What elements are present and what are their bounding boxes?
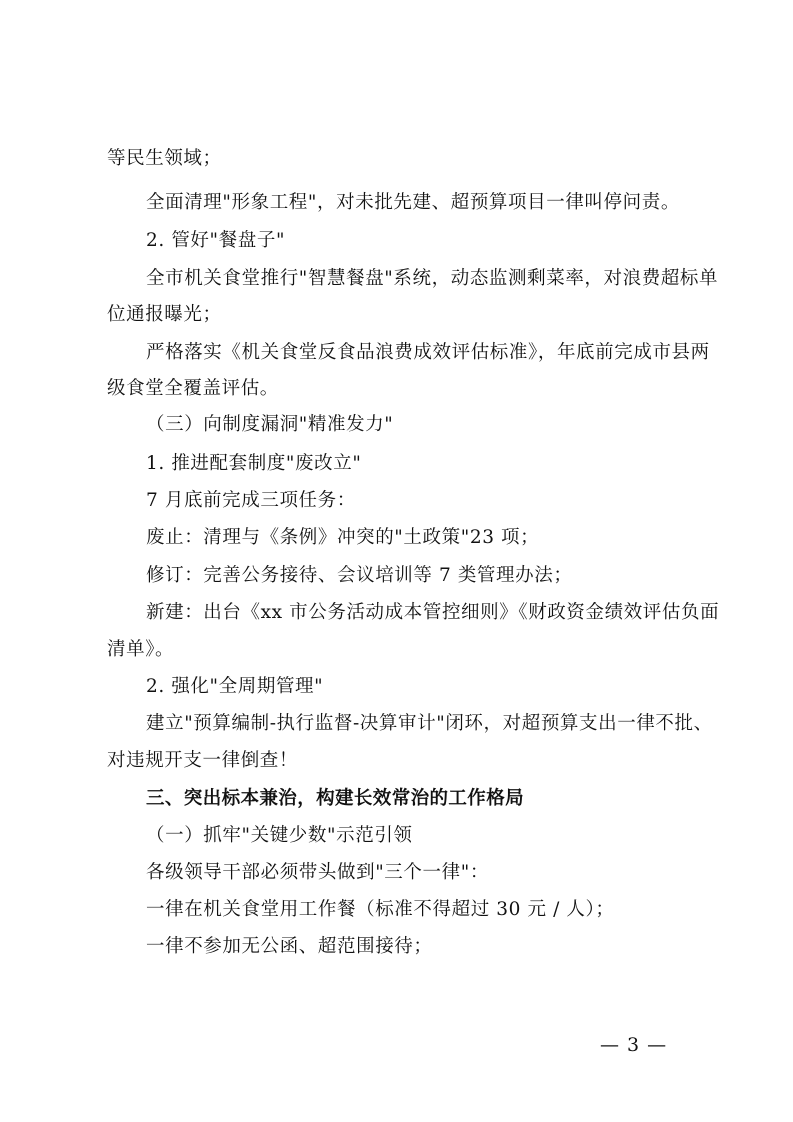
body-paragraph: 一律不参加无公函、超范围接待； [146,936,433,957]
body-paragraph: 新建：出台《xx 市公务活动成本管控细则》《财政资金绩效评估负面 [146,602,720,623]
body-paragraph: 建立"预算编制-执行监督-决算审计"闭环，对超预算支出一律不批、 [146,713,713,734]
body-paragraph: 全面清理"形象工程"，对未批先建、超预算项目一律叫停问责。 [146,192,680,213]
body-paragraph: 7 月底前完成三项任务： [146,490,356,511]
section-heading-one: （一）抓牢"关键少数"示范引领 [146,825,413,846]
page-number: — 3 — [600,1034,668,1056]
body-paragraph: 一律在机关食堂用工作餐（标准不得超过 30 元 / 人）； [146,899,615,920]
body-line-continuation: 对违规开支一律倒查！ [107,750,299,771]
body-line-continuation: 清单》。 [107,639,175,660]
chapter-heading: 三、突出标本兼治，构建长效常治的工作格局 [146,788,525,809]
body-paragraph: 修订：完善公务接待、会议培训等 7 类管理办法； [146,565,573,586]
section-heading-three: （三）向制度漏洞"精准发力" [146,414,394,435]
body-line-continuation: 等民生领域； [107,148,222,169]
subheading-numbered: 2. 管好"餐盘子" [146,230,286,251]
body-paragraph: 严格落实《机关食堂反食品浪费成效评估标准》，年底前完成市县两 [146,342,710,363]
body-paragraph: 全市机关食堂推行"智慧餐盘"系统，动态监测剩菜率，对浪费超标单 [146,268,719,289]
body-paragraph: 废止：清理与《条例》冲突的"土政策"23 项； [146,527,540,548]
body-line-continuation: 位通报曝光； [107,304,222,325]
subheading-numbered: 2. 强化"全周期管理" [146,676,324,697]
subheading-numbered: 1. 推进配套制度"废改立" [146,453,362,474]
body-paragraph: 各级领导干部必须带头做到"三个一律"： [146,862,489,883]
body-line-continuation: 级食堂全覆盖评估。 [107,378,279,399]
